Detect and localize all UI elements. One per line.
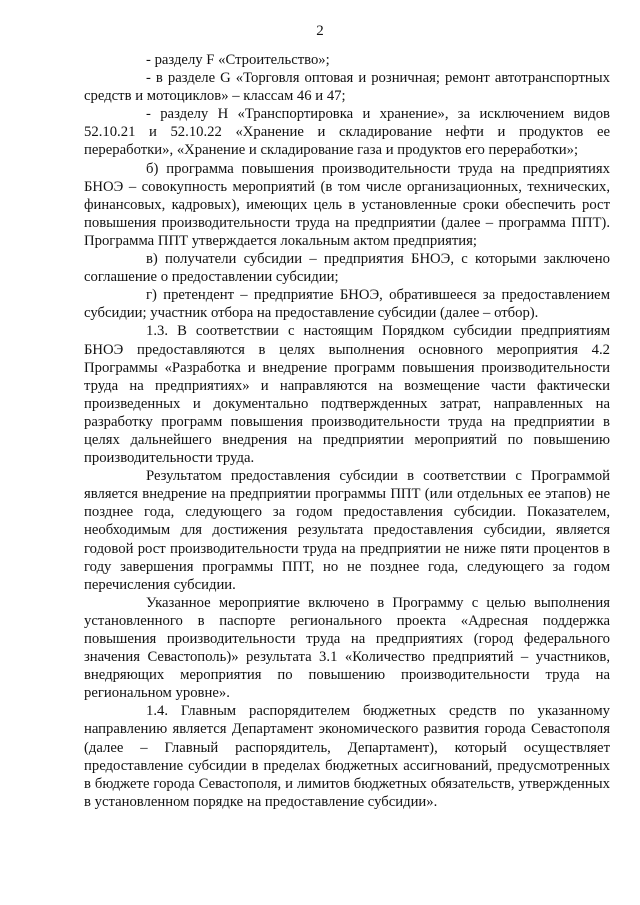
paragraph-measure: Указанное мероприятие включено в Программу с целью выполнения установленного в паспорте регионального проекта «Адресная поддержка повышения производительности труда на предприятиях (город федерального значения Севастополь)» результата 3.1 «Количество предприятий – участников, внедряющих мероприятия по повышению производительности труда на региональном уровне». [84,594,610,702]
list-item-section-g: - в разделе G «Торговля оптовая и розничная; ремонт автотранспортных средств и мотоциклов» – классам 46 и 47; [84,70,610,105]
list-item-section-h: - разделу H «Транспортировка и хранение», за исключением видов 52.10.21 и 52.10.22 «Хранение и складирование нефти и продуктов ее переработки», «Хранение и складирование газа и продуктов его переработки»; [84,106,610,159]
definition-b: б) программа повышения производительности труда на предприятиях БНОЭ – совокупность мероприятий (в том числе организационных, технических, финансовых, кадровых), имеющих цель в установленные сроки обеспечить рост повышения производительности труда на предприятии (далее – программа ППТ). Программа ППТ утверждается локальным актом предприятия; [84,160,610,249]
page-number: 2 [316,23,324,39]
paragraph-1-3: 1.3. В соответствии с настоящим Порядком субсидии предприятиям БНОЭ предоставляются в целях выполнения основного мероприятия 4.2 Программы «Разработка и внедрение программ повышения производительности труда на предприятиях» и направляются на возмещение части фактически произведенных и документально подтвержденных затрат, направленных на разработку программ повышения производительности труда на предприятии в целях дальнейшего внедрения на предприятии мероприятий по повышению производительности труда. [84,323,610,467]
definition-v: в) получатели субсидии – предприятия БНОЭ, с которыми заключено соглашение о предоставлении субсидии; [84,251,610,286]
definition-g: г) претендент – предприятие БНОЭ, обратившееся за предоставлением субсидии; участник отбора на предоставление субсидии (далее – отбор). [84,287,610,322]
paragraph-result: Результатом предоставления субсидии в соответствии с Программой является внедрение на предприятии программы ППТ (или отдельных ее этапов) не позднее года, следующего за годом предоставления субсидии. Показателем, необходимым для достижения результата предоставления субсидии, является годовой рост производительности труда на предприятии не ниже пяти процентов в году завершения программы ППТ, но не позднее года, следующего за годом перечисления субсидии. [84,468,610,593]
list-item-section-f: - разделу F «Строительство»; [146,52,330,68]
document-body [84,51,610,811]
paragraph-1-4: 1.4. Главным распорядителем бюджетных средств по указанному направлению является Департамент экономического развития города Севастополя (далее – Главный распорядитель, Департамент), который осуществляет предоставление субсидии в пределах бюджетных ассигнований, предусмотренных в бюджете города Севастополя, и лимитов бюджетных обязательств, утвержденных в установленном порядке на предоставление субсидии». [84,703,610,810]
